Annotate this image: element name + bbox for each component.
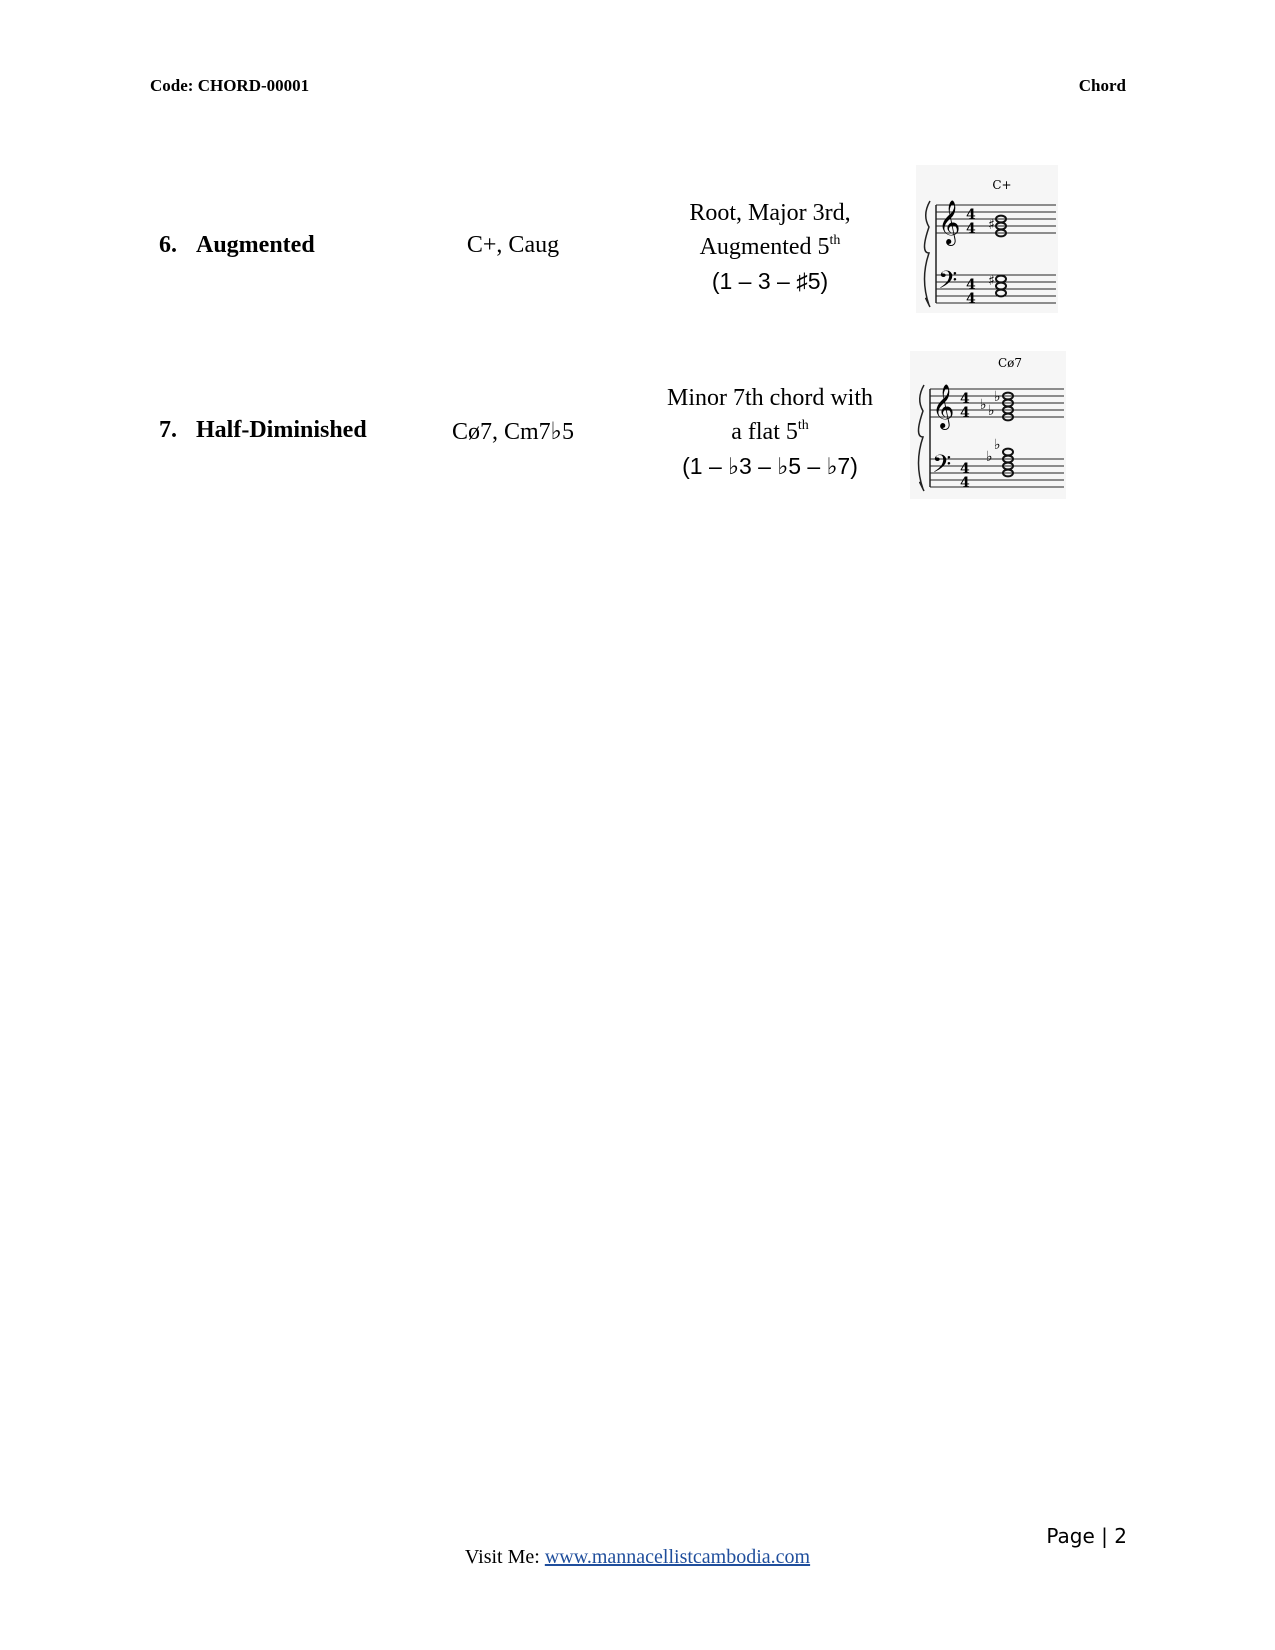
svg-text:4: 4 <box>960 391 970 407</box>
interval-formula: (1 – ♭3 – ♭5 – ♭7) <box>682 453 858 479</box>
footer-visit-label: Visit Me: <box>464 1546 545 1568</box>
svg-text:4: 4 <box>966 291 976 307</box>
row-number: 6. <box>159 232 177 258</box>
treble-clef-icon: 𝄞 <box>938 200 961 244</box>
chord-description <box>640 381 900 483</box>
svg-text:4: 4 <box>960 461 970 477</box>
chord-symbols: Cø7, Cm7♭5 <box>451 419 574 445</box>
svg-text:♭: ♭ <box>986 449 993 465</box>
row-number: 7. <box>159 417 177 443</box>
svg-text:4: 4 <box>960 405 970 421</box>
header-section: Chord <box>1078 76 1126 95</box>
svg-text:♭: ♭ <box>994 437 1001 453</box>
svg-text:4: 4 <box>966 207 976 223</box>
chord-name: Augmented <box>196 232 315 258</box>
svg-text:4: 4 <box>960 475 970 491</box>
svg-text:4: 4 <box>966 221 976 237</box>
website-link[interactable]: www.mannacellistcambodia.com <box>544 1546 811 1568</box>
bass-clef-icon: 𝄢 <box>932 450 952 485</box>
treble-clef-icon: 𝄞 <box>932 384 955 428</box>
svg-text:♯: ♯ <box>988 217 995 233</box>
description-line-1: Minor 7th chord with <box>667 385 873 411</box>
interval-formula: (1 – 3 – ♯5) <box>711 268 829 294</box>
svg-text:4: 4 <box>966 277 976 293</box>
notation-image-augmented <box>916 165 1058 313</box>
description-line-2: Augmented 5th <box>699 233 841 260</box>
chord-symbols: C+, Caug <box>466 232 560 258</box>
chord-name: Half-Diminished <box>196 417 367 443</box>
svg-text:♯: ♯ <box>988 273 995 289</box>
header-code: Code: CHORD-00001 <box>150 76 310 95</box>
footer <box>0 1546 1275 1569</box>
svg-text:♭: ♭ <box>980 397 987 413</box>
page-number: Page | 2 <box>1046 1524 1127 1548</box>
svg-text:♭: ♭ <box>988 403 995 419</box>
description-line-1: Root, Major 3rd, <box>689 200 851 226</box>
chord-description <box>640 196 900 298</box>
svg-text:♭: ♭ <box>994 389 1001 405</box>
notation-label: C+ <box>992 178 1012 192</box>
notation-image-half-diminished <box>910 351 1066 499</box>
notation-label: Cø7 <box>997 356 1023 370</box>
bass-clef-icon: 𝄢 <box>938 266 958 301</box>
description-line-2: a flat 5th <box>731 418 809 445</box>
